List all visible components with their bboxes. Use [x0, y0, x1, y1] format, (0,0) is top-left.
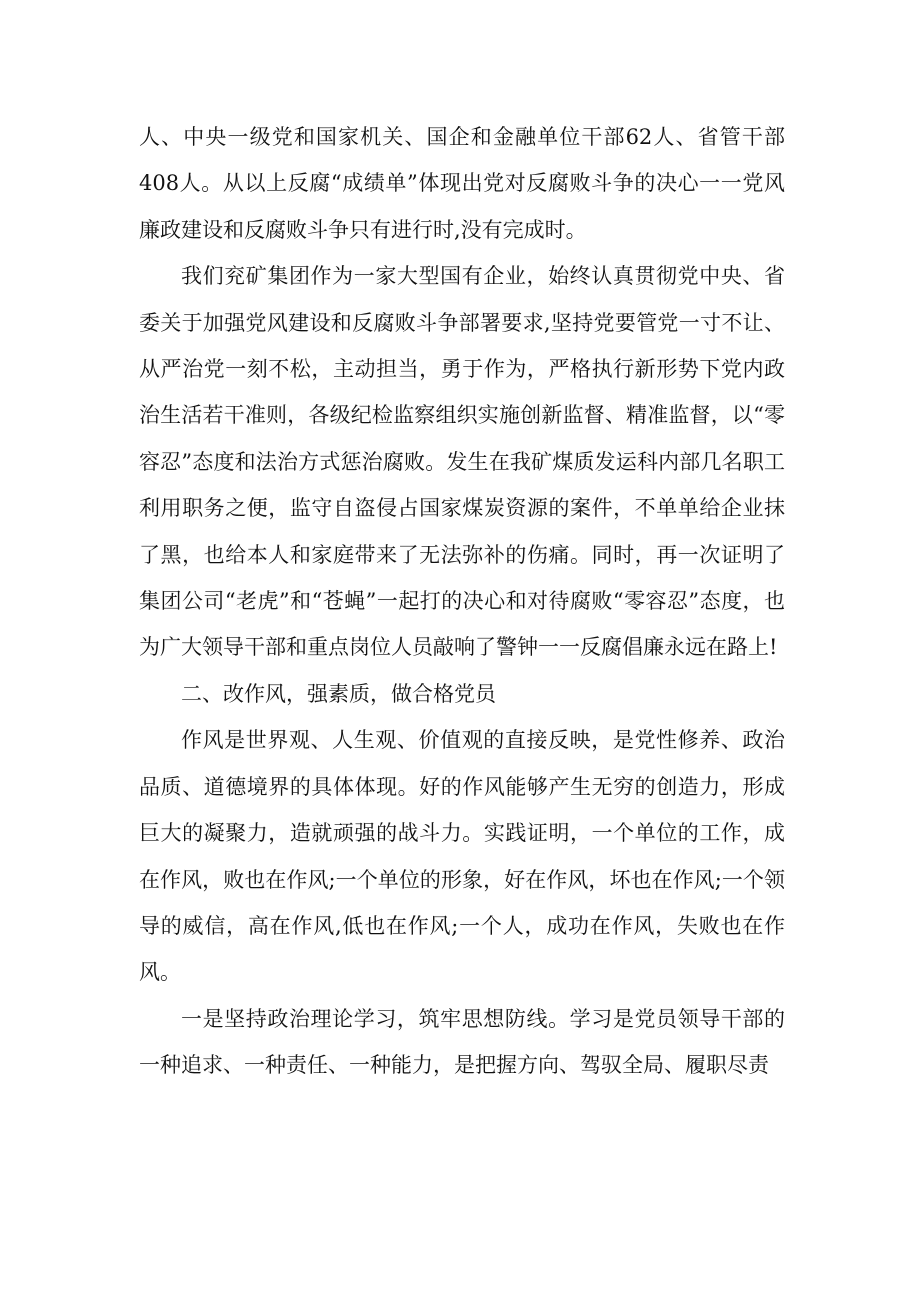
- document-body: [139, 114, 785, 1089]
- paragraph-political-study: 一是坚持政治理论学习，筑牢思想防线。学习是党员领导干部的一种追求、一种责任、一种能力，是把握方向、驾驭全局、履职尽责: [139, 1006, 785, 1078]
- section-heading-2: 二、改作风，强素质，做合格党员: [181, 681, 496, 706]
- paragraph-continuation: 人、中央一级党和国家机关、国企和金融单位干部62人、省管干部408人。从以上反腐“成绩单”体现出党对反腐败斗争的决心一一党风廉政建设和反腐败斗争只有进行时,没有完成时。: [139, 125, 785, 242]
- paragraph-yankuang-group: 我们兖矿集团作为一家大型国有企业，始终认真贯彻党中央、省委关于加强党风建设和反腐败斗争部署要求,坚持党要管党一寸不让、从严治党一刻不松，主动担当，勇于作为，严格执行新形势下党内政治生活若干准则，各级纪检监察组织实施创新监督、精准监督，以“零容忍”态度和法治方式惩治腐败。发生在我矿煤质发运科内部几名职工利用职务之便，监守自盗侵占国家煤炭资源的案件，不单单给企业抹了黑，也给本人和家庭带来了无法弥补的伤痛。同时，再一次证明了集团公司“老虎”和“苍蝇”一起打的决心和对待腐败“零容忍”态度，也为广大领导干部和重点岗位人员敲响了警钟一一反腐倡廉永远在路上!: [139, 264, 785, 660]
- paragraph-work-style: 作风是世界观、人生观、价值观的直接反映，是党性修养、政治品质、道德境界的具体体现。好的作风能够产生无穷的创造力，形成巨大的凝聚力，造就顽强的战斗力。实践证明，一个单位的工作，成在作风，败也在作风;一个单位的形象，好在作风，坏也在作风;一个领导的威信，高在作风,低也在作风;一个人，成功在作风，失败也在作风。: [139, 728, 785, 985]
